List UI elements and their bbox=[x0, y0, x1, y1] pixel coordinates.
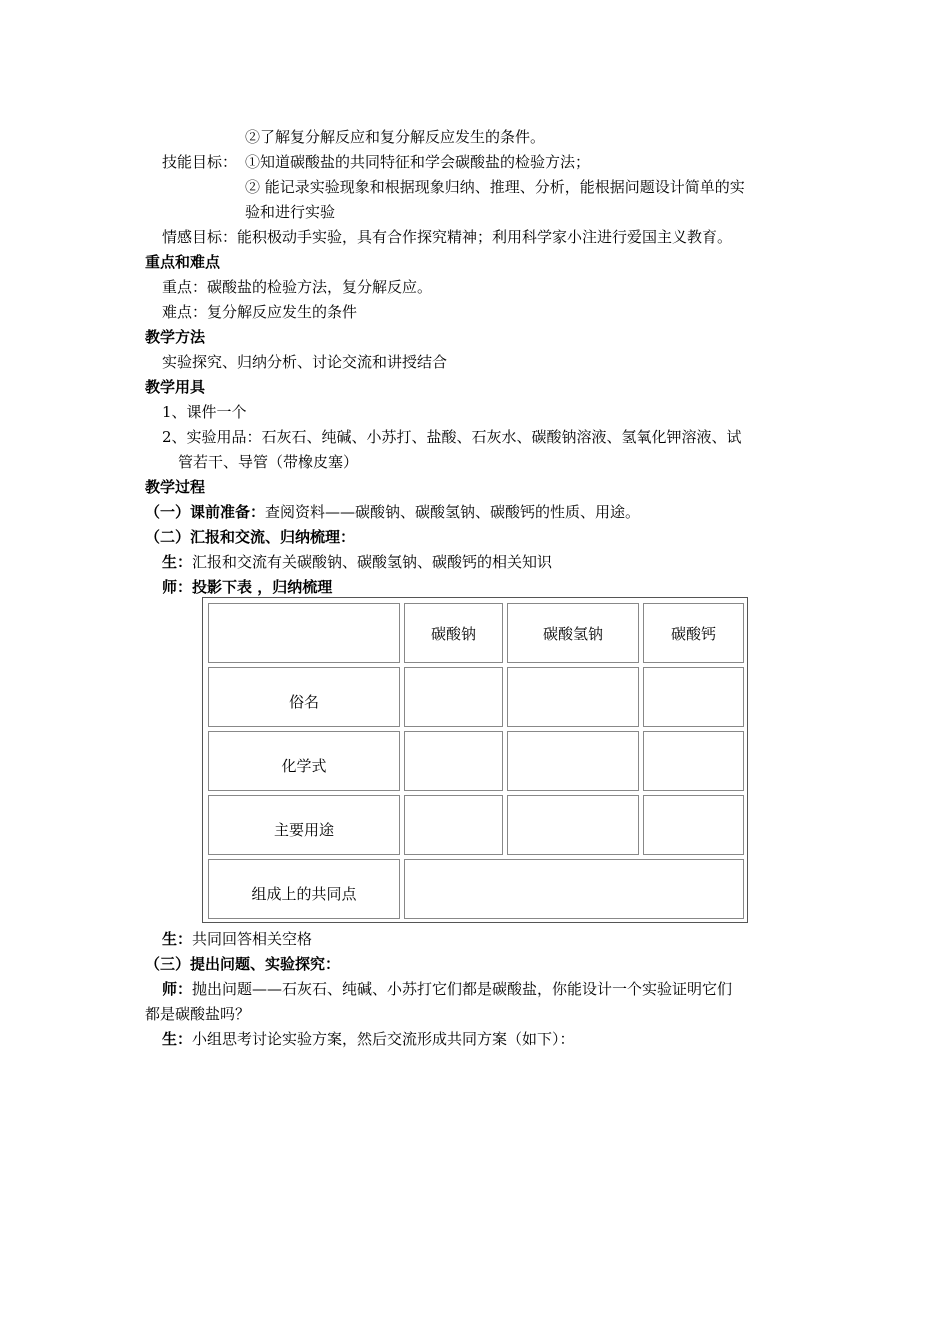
teacher-label: 师： bbox=[162, 980, 193, 998]
process-step1 bbox=[145, 502, 640, 522]
process-step3-label: （三）提出问题、实验探究： bbox=[145, 955, 341, 973]
key-points-heading: 重点和难点 bbox=[145, 253, 221, 271]
table-cell bbox=[643, 731, 744, 791]
student-line-3 bbox=[162, 1029, 575, 1049]
skill-objective-2-line2: 验和进行实验 bbox=[245, 203, 336, 221]
key-focus: 重点：碳酸盐的检验方法，复分解反应。 bbox=[162, 278, 433, 296]
col-header-sodium-carbonate: 碳酸钠 bbox=[404, 603, 503, 663]
methods-text: 实验探究、归纳分析、讨论交流和讲授结合 bbox=[162, 353, 448, 371]
tools-heading: 教学用具 bbox=[145, 378, 206, 396]
tools-item-2-line1: 2、实验用品：石灰石、纯碱、小苏打、盐酸、石灰水、碳酸钠溶液、氢氧化钾溶液、试 bbox=[162, 428, 742, 446]
teacher-line-1 bbox=[162, 577, 332, 597]
methods-heading: 教学方法 bbox=[145, 328, 206, 346]
table-corner-cell bbox=[208, 603, 400, 663]
row-header-common-composition: 组成上的共同点 bbox=[208, 859, 400, 919]
table-cell bbox=[507, 667, 639, 727]
teacher-text-2-line1: 抛出问题——石灰石、纯碱、小苏打它们都是碳酸盐，你能设计一个实验证明它们 bbox=[192, 980, 733, 998]
student-label: 生： bbox=[162, 553, 193, 571]
skill-objective-1: ①知道碳酸盐的共同特征和学会碳酸盐的检验方法； bbox=[245, 153, 591, 171]
tools-item-1: 1、课件一个 bbox=[162, 403, 247, 421]
key-difficulty: 难点：复分解反应发生的条件 bbox=[162, 303, 358, 321]
table-cell bbox=[404, 795, 503, 855]
teacher-text-1: 投影下表 ，归纳梳理 bbox=[192, 578, 333, 596]
table-cell bbox=[643, 667, 744, 727]
row-header-uses: 主要用途 bbox=[208, 795, 400, 855]
knowledge-objective-2: ②了解复分解反应和复分解反应发生的条件。 bbox=[245, 128, 546, 146]
tools-item-2-line2: 管若干、导管（带橡皮塞） bbox=[178, 453, 359, 471]
student-label: 生： bbox=[162, 1030, 193, 1048]
col-header-sodium-bicarbonate: 碳酸氢钠 bbox=[507, 603, 639, 663]
skill-objective-2-line1: ② 能记录实验现象和根据现象归纳、推理、分析，能根据问题设计简单的实 bbox=[245, 178, 745, 196]
col-header-calcium-carbonate: 碳酸钙 bbox=[643, 603, 744, 663]
teacher-label: 师： bbox=[162, 578, 193, 596]
student-label: 生： bbox=[162, 930, 193, 948]
step1-text: 查阅资料——碳酸钠、碳酸氢钠、碳酸钙的性质、用途。 bbox=[265, 503, 641, 521]
student-line-1 bbox=[162, 552, 552, 572]
table-cell bbox=[404, 731, 503, 791]
step1-label: （一）课前准备： bbox=[145, 503, 266, 521]
table-cell bbox=[507, 795, 639, 855]
skill-objective-label: 技能目标： bbox=[162, 153, 238, 171]
student-text-1: 汇报和交流有关碳酸钠、碳酸氢钠、碳酸钙的相关知识 bbox=[192, 553, 553, 571]
process-heading: 教学过程 bbox=[145, 478, 206, 496]
row-header-formula: 化学式 bbox=[208, 731, 400, 791]
student-line-2 bbox=[162, 929, 312, 949]
table-cell bbox=[404, 667, 503, 727]
student-text-3: 小组思考讨论实验方案，然后交流形成共同方案（如下）： bbox=[192, 1030, 575, 1048]
table-cell bbox=[507, 731, 639, 791]
teacher-line-2 bbox=[162, 979, 732, 999]
emotion-objective: 情感目标：能积极动手实验，具有合作探究精神；利用科学家小注进行爱国主义教育。 bbox=[162, 228, 733, 246]
row-header-common-name: 俗名 bbox=[208, 667, 400, 727]
teacher-text-2-line2: 都是碳酸盐吗？ bbox=[145, 1005, 251, 1023]
table-cell bbox=[643, 795, 744, 855]
process-step2-label: （二）汇报和交流、归纳梳理： bbox=[145, 528, 356, 546]
table-merged-cell bbox=[404, 859, 744, 919]
student-text-2: 共同回答相关空格 bbox=[192, 930, 313, 948]
